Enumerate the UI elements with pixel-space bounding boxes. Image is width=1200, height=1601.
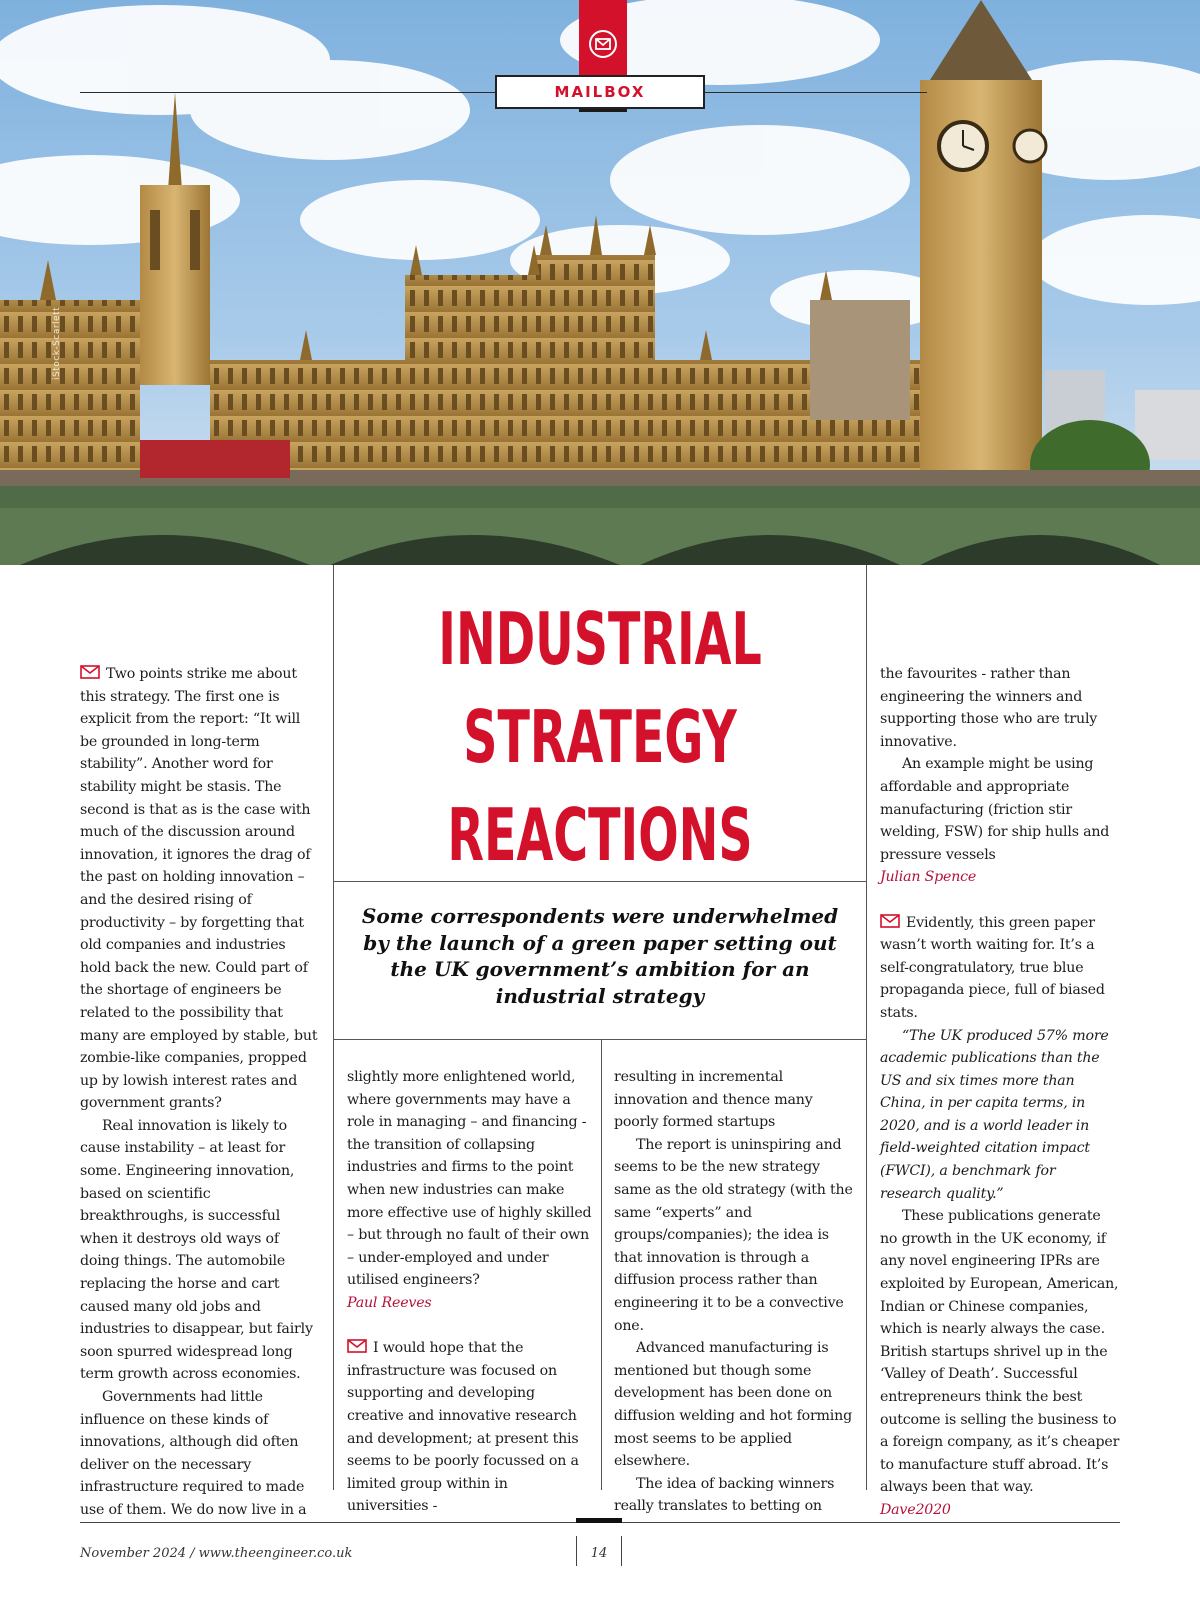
letter-2-para-4b: the favourites - rather than engineering the winners and supporting those who are truly innovative. <box>880 666 1098 750</box>
letter-2-para-1b: resulting in incremental innovation and thence many poorly formed startups <box>614 1069 813 1131</box>
letter-1-para-1: Two points strike me about this strategy. The first one is explicit from the report: “It will be grounded in long-term stability”. Another word for stability might be stasis. The second is that as is the case with much of the discussion around innovation, it ignores the drag of the past on holding innovation – and the desired rising of productivity – by forgetting that old companies and industries hold back the new. Could part of the shortage of engineers be related to the possibility that many are employed by stable, but zombie-like companies, propped up by lowish interest rates and government grants? <box>80 666 318 1112</box>
headline-line-3: REACTIONS <box>447 793 753 877</box>
letter-1-para-3a: Governments had little influence on these kinds of innovations, although did often deliver on the necessary infrastructure required to made use of them. We do now live in a <box>80 1389 307 1518</box>
footer-issue: November 2024 / www.theengineer.co.uk <box>80 1546 353 1561</box>
envelope-icon <box>80 665 100 679</box>
column-2 <box>347 1066 592 1518</box>
envelope-icon <box>880 914 900 928</box>
letter-2-para-1a: I would hope that the infrastructure was focused on supporting and developing creative and innovative research and development; at present this seems to be poorly focussed on a limited group within in universities - <box>347 1340 579 1515</box>
letter-1-para-2: Real innovation is likely to cause instability – at least for some. Engineering innovation, based on scientific breakthroughs, is successful when it destroys old ways of doing things. The automobile replacing the horse and cart caused many old jobs and industries to disappear, but fairly soon spurred widespread long term growth across economies. <box>80 1117 313 1383</box>
standfirst: Some correspondents were underwhelmed by the launch of a green paper setting out the UK government’s ambition for an industrial strategy <box>361 904 839 1008</box>
signature-julian-spence: Julian Spence <box>880 869 977 886</box>
letter-2-para-2: The report is uninspiring and seems to be the new strategy same as the old strategy (with the same “experts” and groups/companies); the idea is that innovation is through a diffusion process rather than engineering it to be a convective one. <box>614 1136 853 1334</box>
footer-separator-right <box>621 1536 622 1566</box>
signature-dave2020: Dave2020 <box>880 1501 951 1518</box>
section-label: MAILBOX <box>495 75 705 109</box>
tag-rule-left <box>80 92 495 93</box>
letter-3-para-1: Evidently, this green paper wasn’t worth waiting for. It’s a self-congratulatory, true blue propaganda piece, full of biased stats. <box>880 914 1105 1021</box>
tag-rule-right <box>705 92 927 93</box>
headline <box>424 590 775 884</box>
column-divider-left <box>333 565 334 1490</box>
column-3 <box>614 1066 859 1518</box>
signature-paul-reeves: Paul Reeves <box>347 1294 432 1311</box>
headline-line-2: STRATEGY <box>463 695 737 779</box>
letter-3-para-3: These publications generate no growth in the UK economy, if any novel engineering IPRs are exploited by European, American, Indian or Chinese companies, which is nearly always the case. British startups shrivel up in the ‘Valley of Death’. Successful entrepreneurs think the best outcome is selling the business to a foreign company, as it’s cheaper to manufacture stuff abroad. It’s always been that way. <box>880 1208 1120 1496</box>
footer-tab <box>576 1518 622 1523</box>
column-divider-middle <box>601 1040 602 1490</box>
letter-2-para-5: An example might be using affordable and appropriate manufacturing (friction stir welding, FSW) for ship hulls and pressure vessels <box>880 756 1110 863</box>
column-divider-right <box>866 565 867 1490</box>
column-1 <box>80 663 320 1522</box>
envelope-icon <box>589 30 617 58</box>
letter-3-quote: “The UK produced 57% more academic publications than the US and six times more than China, in per capita terms, in 2020, and is a world leader in field-weighted citation impact (FWCI), a benchmark for research quality.” <box>880 1027 1109 1202</box>
column-4 <box>880 663 1120 1522</box>
photo-credit: iStock-Scarlett <box>52 306 62 380</box>
letter-1-para-3b: slightly more enlightened world, where governments may have a role in managing – and financing - the transition of collapsing industries and firms to the point when new industries can make more effective use of highly skilled – but through no fault of their own – under-employed and under utilised engineers? <box>347 1069 592 1289</box>
letter-2-para-3: Advanced manufacturing is mentioned but though some development has been done on diffusion welding and hot forming most seems to be applied elsewhere. <box>614 1340 852 1470</box>
letter-2-para-4a: The idea of backing winners really translates to betting on <box>614 1475 835 1515</box>
headline-line-1: INDUSTRIAL <box>438 597 762 681</box>
standfirst-rule <box>333 1039 867 1040</box>
envelope-icon <box>347 1339 367 1353</box>
page-number: 14 <box>590 1546 608 1561</box>
